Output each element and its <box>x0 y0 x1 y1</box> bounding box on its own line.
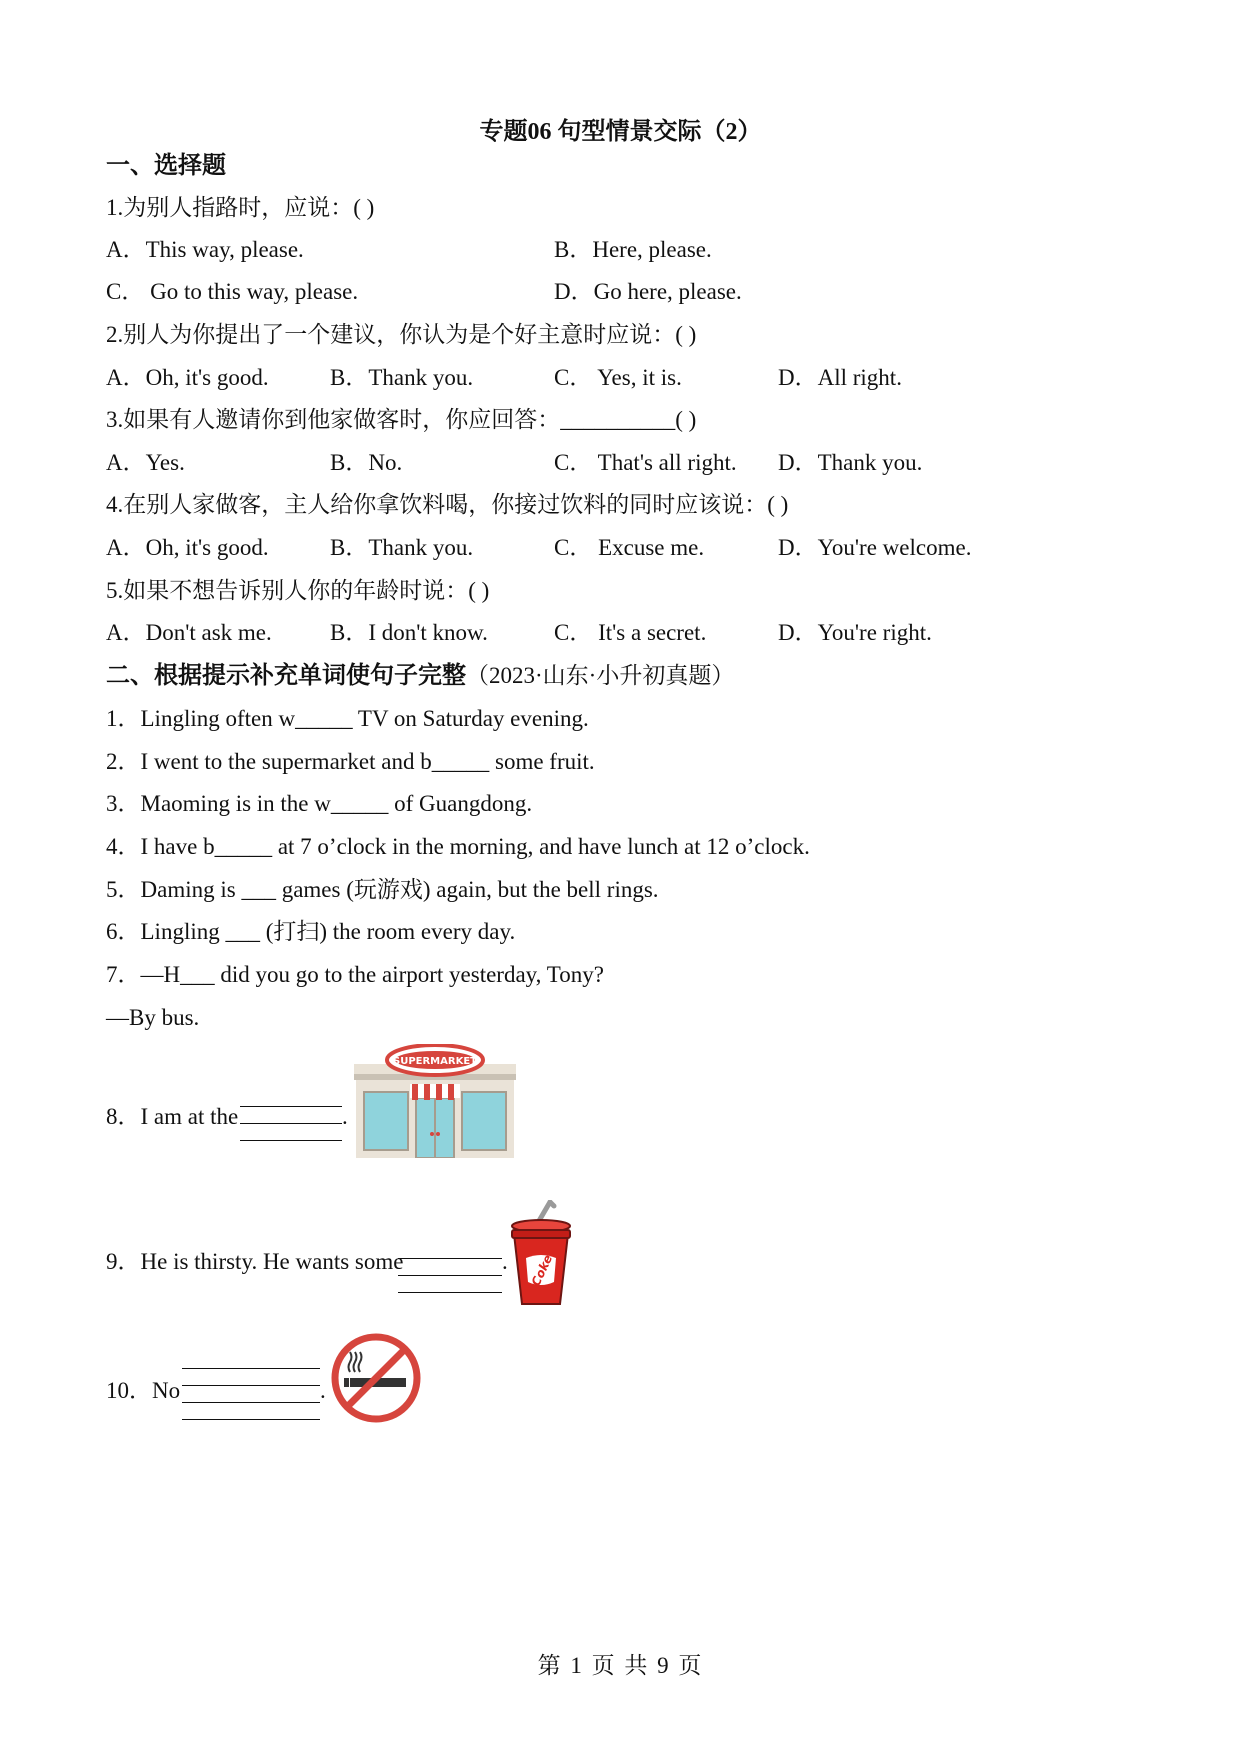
fill-item-9-text: 9．He is thirsty. He wants some <box>106 1249 404 1274</box>
fill-item-9 <box>106 1248 403 1276</box>
fill-item-6: 6．Lingling ___ (打扫) the room every day. <box>106 919 516 944</box>
page-title: 专题06 句型情景交际（2） <box>479 119 762 145</box>
supermarket-image <box>354 1044 516 1158</box>
answer-blank-8[interactable] <box>240 1090 342 1141</box>
q1-option-d: D．Go here, please. <box>554 279 742 304</box>
q4-option-a: A．Oh, it's good. <box>106 535 269 560</box>
q5-option-c: C． It's a secret. <box>554 620 707 645</box>
q4-option-c: C． Excuse me. <box>554 535 705 560</box>
q2-option-d: D．All right. <box>778 365 902 390</box>
q5-stem: 5.如果不想告诉别人你的年龄时说：( ) <box>106 578 490 603</box>
q2-option-a: A．Oh, it's good. <box>106 365 269 390</box>
no-smoking-icon <box>330 1332 422 1424</box>
q4-stem: 4.在别人家做客，主人给你拿饮料喝，你接过饮料的同时应该说：( ) <box>106 492 789 517</box>
section2-source-note: （2023·山东·小升初真题） <box>466 663 735 688</box>
fill-item-7-answer: —By bus. <box>106 1005 200 1030</box>
q5-option-a: A．Don't ask me. <box>106 620 272 645</box>
q1-stem: 1.为别人指路时，应说：( ) <box>106 195 375 220</box>
answer-blank-9[interactable] <box>398 1242 502 1293</box>
q2-stem: 2.别人为你提出了一个建议，你认为是个好主意时应说：( ) <box>106 322 697 347</box>
fill-item-8-period: . <box>342 1104 348 1129</box>
q4-option-d: D．You're welcome. <box>778 535 972 560</box>
fill-item-8-text: 8．I am at the <box>106 1104 239 1129</box>
cup-label-text: Coke <box>528 1252 556 1289</box>
section1-heading: 一、选择题 <box>106 153 226 179</box>
fill-item-10 <box>106 1377 180 1405</box>
q2-option-c: C． Yes, it is. <box>554 365 682 390</box>
q4-option-b: B．Thank you. <box>330 535 474 560</box>
fill-item-5: 5．Daming is ___ games (玩游戏) again, but the bell rings. <box>106 877 659 902</box>
fill-item-1: 1．Lingling often w_____ TV on Saturday evening. <box>106 706 589 731</box>
q3-option-a: A．Yes. <box>106 450 185 475</box>
answer-blank-10[interactable] <box>182 1352 320 1420</box>
fill-item-7: 7．—H___ did you go to the airport yesterday, Tony? <box>106 962 604 987</box>
fill-item-10-period: . <box>320 1378 326 1403</box>
page-footer: 第 1 页 共 9 页 <box>537 1653 704 1678</box>
q1-option-c: C． Go to this way, please. <box>106 279 359 304</box>
fill-item-9-period: . <box>502 1249 508 1274</box>
q1-option-b: B．Here, please. <box>554 237 712 262</box>
q5-option-d: D．You're right. <box>778 620 932 645</box>
fill-item-4: 4．I have b_____ at 7 o’clock in the morning, and have lunch at 12 o’clock. <box>106 834 810 859</box>
fill-item-3: 3．Maoming is in the w_____ of Guangdong. <box>106 791 533 816</box>
fill-item-8 <box>106 1103 238 1131</box>
section2-heading <box>106 662 734 690</box>
fill-item-10-text: 10．No <box>106 1378 181 1403</box>
section2-heading-text: 二、根据提示补充单词使句子完整 <box>106 663 466 689</box>
q5-option-b: B．I don't know. <box>330 620 488 645</box>
coke-cup-image <box>510 1200 572 1308</box>
q3-option-d: D．Thank you. <box>778 450 923 475</box>
q3-stem: 3.如果有人邀请你到他家做客时，你应回答：__________( ) <box>106 407 697 432</box>
q1-option-a: A．This way, please. <box>106 237 304 262</box>
q3-option-c: C． That's all right. <box>554 450 737 475</box>
q2-option-b: B．Thank you. <box>330 365 474 390</box>
supermarket-sign-text: SUPERMARKET <box>393 1056 477 1067</box>
q3-option-b: B．No. <box>330 450 403 475</box>
fill-item-2: 2．I went to the supermarket and b_____ some fruit. <box>106 749 595 774</box>
